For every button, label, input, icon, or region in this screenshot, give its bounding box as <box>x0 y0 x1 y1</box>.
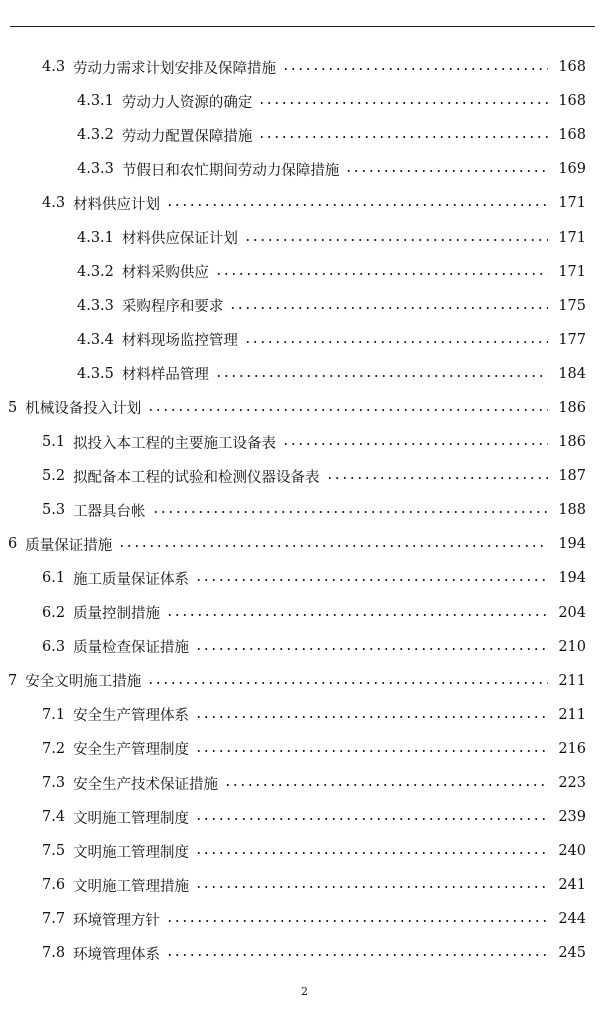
toc-entry-page: 211 <box>558 672 586 689</box>
toc-entry-number: 7.2 <box>42 740 66 757</box>
toc-entry[interactable] <box>0 255 609 289</box>
toc-entry-title: 机械设备投入计划 <box>25 401 142 418</box>
toc-entry-page: 240 <box>558 843 586 860</box>
toc-entry-number: 7.4 <box>42 809 66 826</box>
toc-entry[interactable] <box>0 596 609 630</box>
toc-dot-leader <box>224 778 548 792</box>
toc-entry-page: 187 <box>558 468 586 485</box>
toc-entry-page: 168 <box>558 127 586 144</box>
toc-dot-leader <box>195 846 548 860</box>
toc-entry-title: 文明施工管理制度 <box>73 844 190 861</box>
toc-entry-page: 184 <box>558 365 586 382</box>
toc-entry-number: 4.3.5 <box>77 365 114 382</box>
toc-entry-page: 223 <box>558 775 586 792</box>
toc-entry-title: 劳动力人资源的确定 <box>121 94 253 111</box>
toc-dot-leader <box>215 267 548 281</box>
toc-entry[interactable] <box>0 118 609 152</box>
toc-dot-leader <box>244 233 548 247</box>
toc-dot-leader <box>326 471 548 485</box>
toc-entry-title: 文明施工管理制度 <box>73 810 190 827</box>
toc-entry-number: 7.5 <box>42 843 66 860</box>
toc-entry[interactable] <box>0 561 609 595</box>
toc-entry[interactable] <box>0 902 609 936</box>
toc-entry-page: 171 <box>558 195 586 212</box>
toc-dot-leader <box>166 608 548 622</box>
toc-entry[interactable] <box>0 50 609 84</box>
toc-dot-leader <box>258 130 548 144</box>
toc-dot-leader <box>166 948 548 962</box>
toc-entry-title: 材料供应计划 <box>73 196 161 213</box>
toc-entry[interactable] <box>0 766 609 800</box>
toc-entry-title: 采购程序和要求 <box>121 299 224 316</box>
toc-entry-title: 材料现场监控管理 <box>121 333 238 350</box>
toc-entry-title: 材料供应保证计划 <box>121 231 238 248</box>
toc-entry-title: 劳动力需求计划安排及保障措施 <box>73 60 277 77</box>
toc-entry[interactable] <box>0 84 609 118</box>
header-rule <box>10 26 595 27</box>
toc-entry-page: 239 <box>558 809 586 826</box>
toc-entry-number: 7.1 <box>42 706 66 723</box>
toc-entry[interactable] <box>0 289 609 323</box>
toc-entry-title: 工器具台帐 <box>73 503 146 520</box>
toc-entry-page: 216 <box>558 740 586 757</box>
toc-entry-page: 211 <box>558 706 586 723</box>
toc-entry[interactable] <box>0 152 609 186</box>
toc-entry-number: 4.3.4 <box>77 331 114 348</box>
toc-entry-title: 环境管理体系 <box>73 946 161 963</box>
toc-dot-leader <box>152 505 548 519</box>
toc-entry-number: 5.3 <box>42 502 66 519</box>
toc-entry[interactable] <box>0 664 609 698</box>
toc-entry-number: 4.3.2 <box>77 263 114 280</box>
toc-entry-number: 4.3 <box>42 59 66 76</box>
toc-entry[interactable] <box>0 732 609 766</box>
toc-dot-leader <box>258 96 548 110</box>
toc-entry-page: 168 <box>558 59 586 76</box>
toc-dot-leader <box>118 539 548 553</box>
toc-entry-title: 质量保证措施 <box>25 537 113 554</box>
toc-dot-leader <box>195 710 548 724</box>
toc-entry-number: 7.6 <box>42 877 66 894</box>
toc-dot-leader <box>195 573 548 587</box>
toc-entry-number: 5 <box>8 399 18 416</box>
toc-dot-leader <box>195 812 548 826</box>
toc-entry-page: 168 <box>558 93 586 110</box>
toc-dot-leader <box>166 198 548 212</box>
toc-entry[interactable] <box>0 323 609 357</box>
toc-entry[interactable] <box>0 834 609 868</box>
toc-entry-page: 244 <box>558 911 586 928</box>
toc-entry[interactable] <box>0 220 609 254</box>
toc-entry-page: 210 <box>558 638 586 655</box>
toc-entry-number: 6.2 <box>42 604 66 621</box>
toc-entry-page: 175 <box>558 297 586 314</box>
toc-entry[interactable] <box>0 868 609 902</box>
toc-entry-number: 6.3 <box>42 638 66 655</box>
toc-entry-number: 5.2 <box>42 468 66 485</box>
toc-dot-leader <box>229 301 548 315</box>
toc-entry[interactable] <box>0 936 609 970</box>
toc-dot-leader <box>195 744 548 758</box>
toc-entry-page: 186 <box>558 399 586 416</box>
toc-dot-leader <box>147 403 548 417</box>
toc-entry[interactable] <box>0 800 609 834</box>
toc-entry[interactable] <box>0 186 609 220</box>
toc-entry-number: 4.3.1 <box>77 93 114 110</box>
toc-entry-page: 194 <box>558 536 586 553</box>
toc-entry-page: 169 <box>558 161 586 178</box>
toc-entry-page: 194 <box>558 570 586 587</box>
toc-dot-leader <box>282 437 548 451</box>
toc-entry[interactable] <box>0 391 609 425</box>
toc-entry-page: 188 <box>558 502 586 519</box>
toc-entry-title: 质量控制措施 <box>73 606 161 623</box>
toc-entry-title: 质量检查保证措施 <box>73 640 190 657</box>
toc-entry[interactable] <box>0 493 609 527</box>
toc-entry-title: 施工质量保证体系 <box>73 571 190 588</box>
toc-entry-page: 171 <box>558 229 586 246</box>
toc-entry-page: 241 <box>558 877 586 894</box>
toc-entry-title: 安全生产管理制度 <box>73 742 190 759</box>
toc-dot-leader <box>215 369 548 383</box>
toc-entry-title: 材料样品管理 <box>121 367 209 384</box>
toc-dot-leader <box>244 335 548 349</box>
toc-entry[interactable] <box>0 357 609 391</box>
toc-entry-page: 171 <box>558 263 586 280</box>
toc-entry-page: 177 <box>558 331 586 348</box>
toc-entry-title: 安全生产技术保证措施 <box>73 776 219 793</box>
toc-entry-title: 安全生产管理体系 <box>73 708 190 725</box>
toc-dot-leader <box>282 62 548 76</box>
toc-entry-title: 环境管理方针 <box>73 912 161 929</box>
toc-entry-number: 7.8 <box>42 945 66 962</box>
toc-entry-number: 4.3.1 <box>77 229 114 246</box>
toc-entry-number: 4.3 <box>42 195 66 212</box>
toc-entry-title: 文明施工管理措施 <box>73 878 190 895</box>
toc-entry[interactable] <box>0 527 609 561</box>
toc-entry[interactable] <box>0 459 609 493</box>
toc-entry-title: 安全文明施工措施 <box>25 674 142 691</box>
toc-dot-leader <box>195 642 548 656</box>
toc-entry-number: 5.1 <box>42 434 66 451</box>
toc-entry-number: 6 <box>8 536 18 553</box>
toc-dot-leader <box>147 676 548 690</box>
toc-dot-leader <box>195 880 548 894</box>
toc-entry-number: 7 <box>8 672 18 689</box>
toc-entry-page: 204 <box>558 604 586 621</box>
toc-entry-title: 节假日和农忙期间劳动力保障措施 <box>121 162 340 179</box>
toc-entry-number: 7.7 <box>42 911 66 928</box>
toc-entry-title: 拟投入本工程的主要施工设备表 <box>73 435 277 452</box>
toc-entry-title: 材料采购供应 <box>121 265 209 282</box>
toc-entry-number: 4.3.3 <box>77 297 114 314</box>
toc-entry[interactable] <box>0 630 609 664</box>
table-of-contents <box>0 50 609 971</box>
toc-entry[interactable] <box>0 698 609 732</box>
toc-entry-page: 245 <box>558 945 586 962</box>
toc-entry-page: 186 <box>558 434 586 451</box>
toc-dot-leader <box>345 164 548 178</box>
toc-entry-title: 劳动力配置保障措施 <box>121 128 253 145</box>
toc-entry[interactable] <box>0 425 609 459</box>
page-number: 2 <box>301 985 308 998</box>
toc-entry-number: 4.3.2 <box>77 127 114 144</box>
toc-entry-number: 6.1 <box>42 570 66 587</box>
toc-entry-number: 4.3.3 <box>77 161 114 178</box>
toc-entry-number: 7.3 <box>42 775 66 792</box>
toc-entry-title: 拟配备本工程的试验和检测仪器设备表 <box>73 469 320 486</box>
toc-dot-leader <box>166 914 548 928</box>
